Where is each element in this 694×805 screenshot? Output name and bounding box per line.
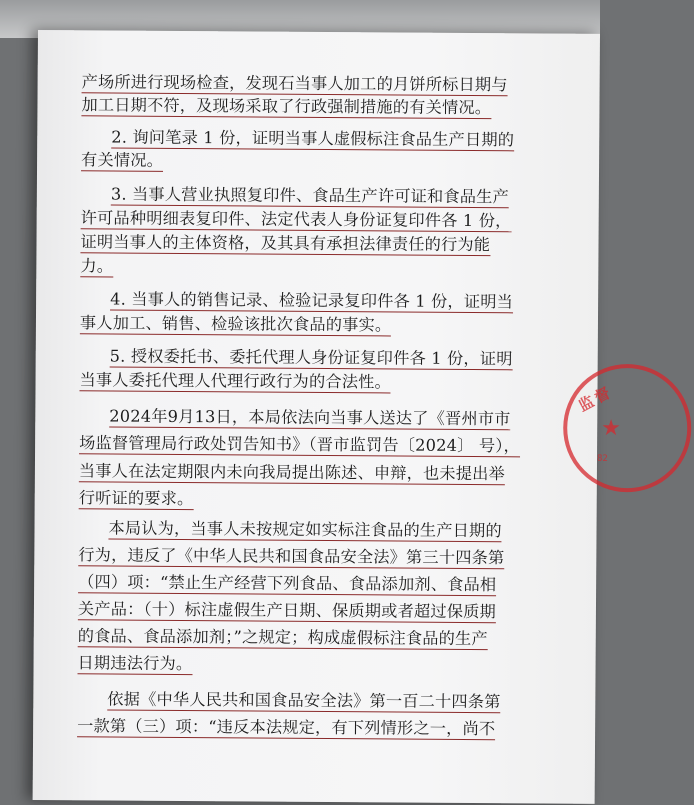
text-line: 5. 授权委托书、委托代理人身份证复印件各 1 份，证明	[109, 346, 513, 369]
text-line: 2024年9月13日，本局依法向当事人送达了《晋州市市	[109, 406, 511, 429]
text-line: 有关情况。	[81, 150, 164, 170]
text-line: 事人加工、销售、检验该批次食品的事实。	[79, 313, 392, 335]
text-line: 依据《中华人民共和国食品安全法》第一百二十四条第	[107, 689, 501, 712]
text-line: （四）项：“禁止生产经营下列食品、食品添加剂、食品相	[78, 572, 497, 595]
text-line: 加工日期不符，及现场采取了行政强制措施的有关情况。	[81, 95, 492, 118]
text-line: 行为，违反了《中华人民共和国食品安全法》第三十四条第	[78, 545, 505, 568]
seal-number: 82	[596, 453, 608, 464]
document-body	[77, 72, 540, 739]
text-line: 2. 询问笔录 1 份，证明当事人虚假标注食品生产日期的	[111, 127, 515, 150]
text-line: 产场所进行现场检查，发现石当事人加工的月饼所标日期与	[81, 72, 508, 95]
text-line: 力。	[80, 256, 114, 276]
text-line: 证明当事人的主体资格，及其具有承担法律责任的行为能	[80, 232, 491, 255]
text-line: 一款第（三）项：“违反本法规定，有下列情形之一，尚不	[77, 716, 496, 739]
text-line: 场监督管理局行政处罚告知书》（晋市监罚告〔2024〕 号），	[79, 433, 521, 456]
text-line: 关产品：（十）标注虚假生产日期、保质期或者超过保质期	[77, 599, 497, 622]
document-page	[33, 30, 622, 804]
text-line: 当事人委托代理人代理行政行为的合法性。	[79, 370, 391, 392]
seal-star-icon: ★	[601, 415, 622, 442]
text-line: 日期违法行为。	[77, 653, 193, 674]
text-line: 行听证的要求。	[78, 488, 194, 509]
official-seal	[563, 364, 692, 493]
text-line: 3. 当事人营业执照复印件、食品生产许可证和食品生产	[110, 184, 510, 207]
text-line: 当事人在法定期限内未向我局提出陈述、申辩，也未提出举	[78, 461, 506, 484]
seal-text: 监督	[575, 382, 616, 416]
text-line: 的食品、食品添加剂；”之规定；构成虚假标注食品的生产	[77, 626, 488, 649]
text-line: 4. 当事人的销售记录、检验记录复印件各 1 份，证明当	[110, 289, 514, 312]
text-line: 本局认为，当事人未按规定如实标注食品的生产日期的	[108, 518, 502, 541]
text-line: 许可品种明细表复印件、法定代表人身份证复印件各 1 份，	[80, 208, 512, 231]
